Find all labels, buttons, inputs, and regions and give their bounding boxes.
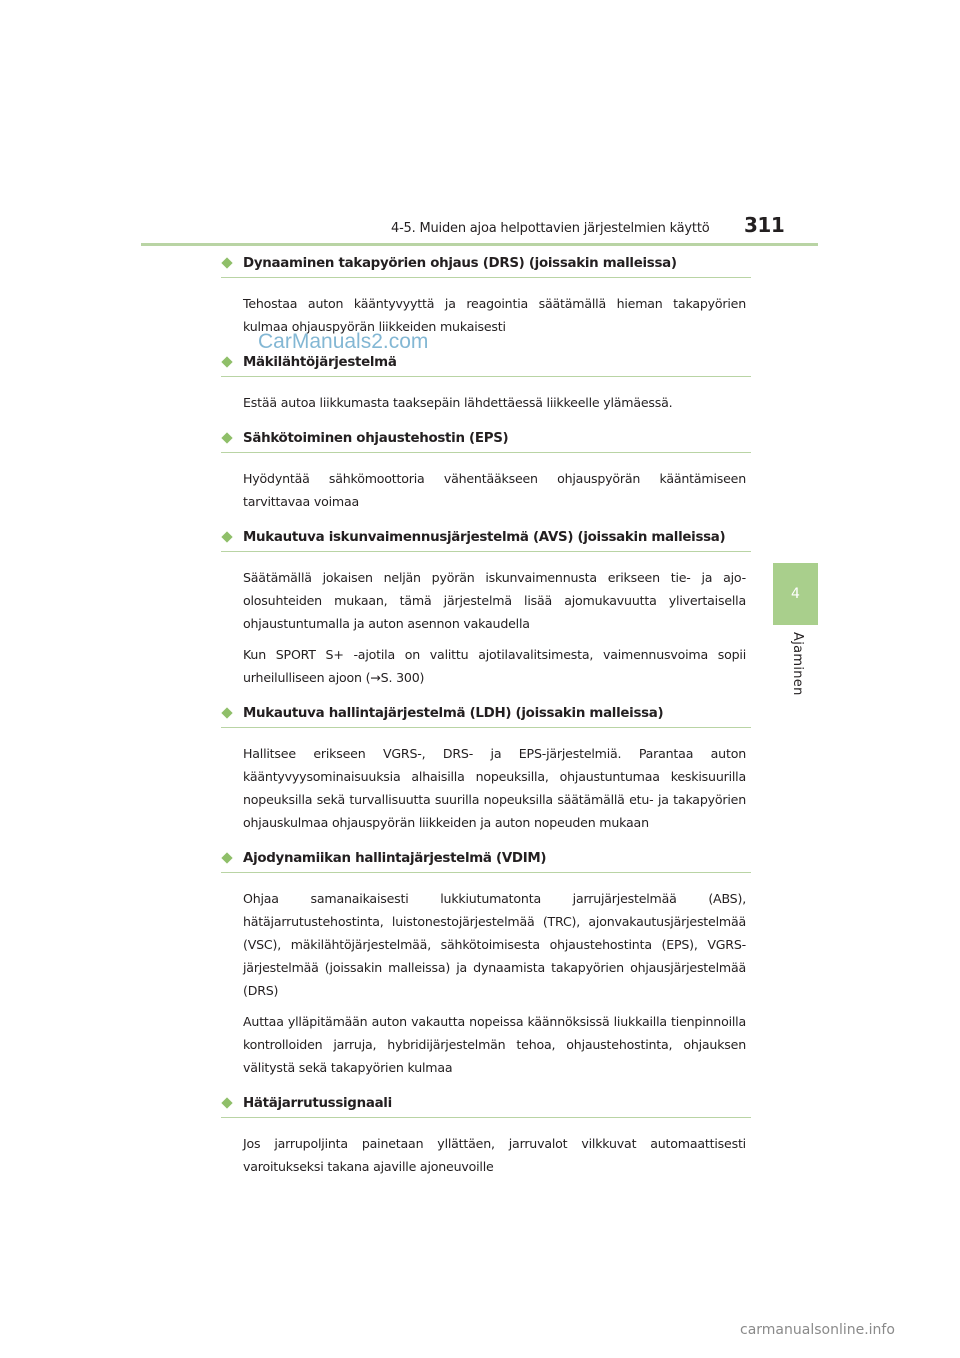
section-heading — [221, 253, 751, 278]
heading-text: Mukautuva hallintajärjestelmä (LDH) (joissakin malleissa) — [243, 706, 664, 721]
section-title: 4-5. Muiden ajoa helpottavien järjestelmien käyttö — [391, 221, 710, 236]
chapter-tab — [773, 563, 818, 625]
body-paragraph: Ohjaa samanaikaisesti lukkiutumatonta jarrujärjestelmää (ABS), hätäjarrutustehostinta, luistonestojärjestelmää (TRC), ajonvakautusjärjestelmää (VSC), mäkilähtöjärjestelmää, sähkötoimisesta ohjaustehostinta (EPS), VGRS-järjestelmää (joissakin malleissa) ja dynaamista takapyörien ohjausjärjestelmää (DRS) — [243, 891, 746, 998]
body-paragraph: Tehostaa auton kääntyvyyttä ja reagointia säätämällä hieman takapyörien kulmaa ohjauspyörän liikkeiden mukaisesti — [243, 296, 746, 334]
diamond-bullet-icon — [221, 531, 232, 542]
heading-text: Hätäjarrutussignaali — [243, 1096, 392, 1111]
heading-text: Mäkilähtöjärjestelmä — [243, 355, 397, 370]
header-rule — [141, 243, 818, 246]
heading-text: Mukautuva iskunvaimennusjärjestelmä (AVS) (joissakin malleissa) — [243, 530, 726, 545]
body-paragraph: Kun SPORT S+ -ajotila on valittu ajotilavalitsimesta, vaimennusvoima sopii urheilulliseen ajoon (→S. 300) — [243, 647, 746, 685]
diamond-bullet-icon — [221, 1097, 232, 1108]
section-heading — [221, 703, 751, 728]
section-heading — [221, 527, 751, 552]
section-heading — [221, 428, 751, 453]
footer-logo[interactable]: carmanualsonline.info — [740, 1322, 895, 1338]
body-paragraph: Hyödyntää sähkömoottoria vähentääkseen ohjauspyörän kääntämiseen tarvittavaa voimaa — [243, 471, 746, 509]
diamond-bullet-icon — [221, 707, 232, 718]
main-content — [221, 253, 751, 1186]
body-paragraph: Säätämällä jokaisen neljän pyörän iskunvaimennusta erikseen tie- ja ajo-olosuhteiden mukaan, tämä järjestelmä lisää ajomukavuutta ylivertaisella ohjaustuntumalla ja auton asennon vakaudella — [243, 570, 746, 631]
body-paragraph: Auttaa ylläpitämään auton vakautta nopeissa käännöksissä liukkailla tienpinnoilla kontrolloiden jarruja, hybridijärjestelmän tehoa, ohjaustehostinta, ohjauksen välitystä sekä takapyörien kulmaa — [243, 1014, 746, 1075]
diamond-bullet-icon — [221, 356, 232, 367]
heading-text: Dynaaminen takapyörien ohjaus (DRS) (joissakin malleissa) — [243, 256, 677, 271]
heading-text: Sähkötoiminen ohjaustehostin (EPS) — [243, 431, 509, 446]
watermark: CarManuals2.com — [258, 330, 429, 353]
page-number: 311 — [744, 213, 785, 237]
diamond-bullet-icon — [221, 852, 232, 863]
section-heading — [221, 352, 751, 377]
heading-text: Ajodynamiikan hallintajärjestelmä (VDIM) — [243, 851, 547, 866]
body-paragraph: Jos jarrupoljinta painetaan yllättäen, jarruvalot vilkkuvat automaattisesti varoitukseksi takana ajaville ajoneuvoille — [243, 1136, 746, 1174]
diamond-bullet-icon — [221, 432, 232, 443]
chapter-label: Ajaminen — [790, 632, 805, 696]
body-paragraph: Estää autoa liikkumasta taaksepäin lähdettäessä liikkeelle ylämäessä. — [243, 395, 673, 410]
diamond-bullet-icon — [221, 257, 232, 268]
section-heading — [221, 1093, 751, 1118]
body-paragraph: Hallitsee erikseen VGRS-, DRS- ja EPS-järjestelmiä. Parantaa auton kääntyvyysominaisuuksia alhaisilla nopeuksilla, ohjaustuntumaa keskisuurilla nopeuksilla sekä turvallisuutta suurilla nopeuksilla säätämällä etu- ja takapyörien ohjauskulmaa ohjauspyörän liikkeiden ja auton nopeuden mukaan — [243, 746, 746, 830]
chapter-number: 4 — [791, 586, 800, 602]
section-heading — [221, 848, 751, 873]
